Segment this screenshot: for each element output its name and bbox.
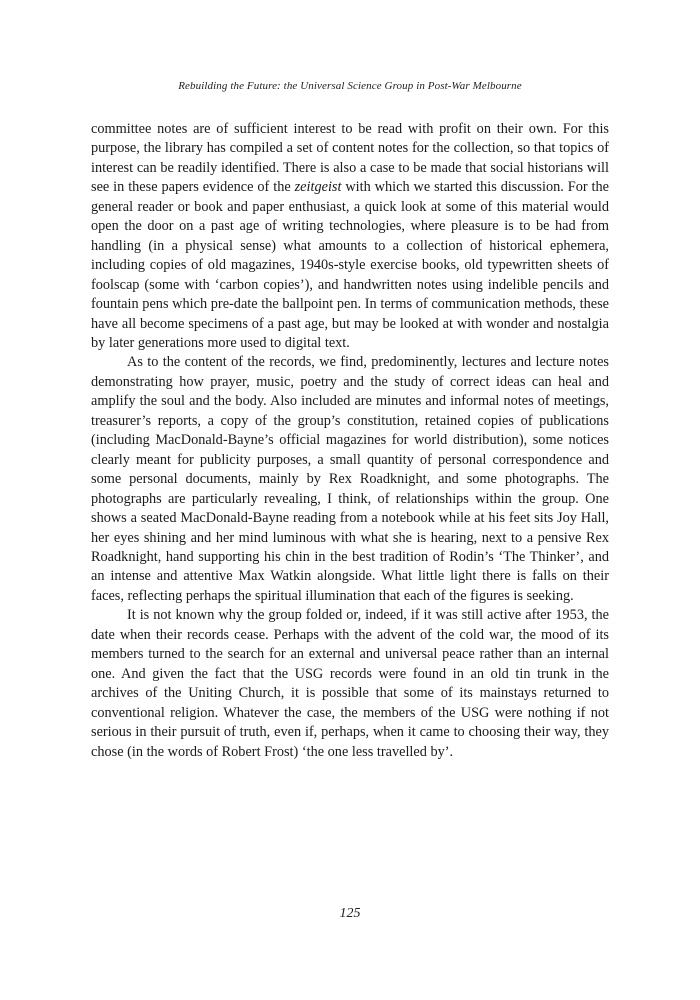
paragraph-1-part-1: committee notes are of sufficient interest to be read with profit on their own. For this purpose, the library has compiled a set of content notes for the collection, so that topics of interest can be readily identified. There is also a case to be made that social historians will see in these papers evidence of the [91,121,609,196]
running-head: Rebuilding the Future: the Universal Science Group in Post-War Melbourne [178,80,522,92]
zeitgeist-emphasis: zeitgeist [294,179,342,196]
paragraph-1 [91,120,609,353]
body-text [91,120,609,762]
paragraph-2: As to the content of the records, we find, predominently, lectures and lecture notes demonstrating how prayer, music, poetry and the study of correct ideas can heal and amplify the soul and the body. Also included are minutes and informal notes of meetings, treasurer’s reports, a copy of the group’s constitution, retained copies of publications (including MacDonald-Bayne’s official magazines for world distribution), some notices clearly meant for publicity purposes, a small quantity of personal correspondence and some personal documents, mainly by Rex Roadknight, and some photographs. The photographs are particularly revealing, I think, of relationships within the group. One shows a seated MacDonald-Bayne reading from a notebook while at his feet sits Joy Hall, her eyes shining and her mind luminous with what she is hearing, next to a pensive Rex Roadknight, hand supporting his chin in the best tradition of Rodin’s ‘The Thinker’, and an intense and attentive Max Watkin alongside. What little light there is falls on their faces, reflecting perhaps the spiritual illumination that each of the figures is seeking. [91,354,609,604]
paragraph-3: It is not known why the group folded or, indeed, if it was still active after 1953, the date when their records cease. Perhaps with the advent of the cold war, the mood of its members turned to the search for an external and universal peace rather than an internal one. And given the fact that the USG records were found in an old tin trunk in the archives of the Uniting Church, it is possible that some of its mainstays returned to conventional religion. Whatever the case, the members of the USG were nothing if not serious in their pursuit of truth, even if, perhaps, when it came to choosing their way, they chose (in the words of Robert Frost) ‘the one less travelled by’. [91,607,609,760]
page-number: 125 [339,906,361,921]
paragraph-1-part-2: with which we started this discussion. For the general reader or book and paper enthusiast, a quick look at some of this material would open the door on a past age of writing technologies, where pleasure is to be had from handling (in a physical sense) what amounts to a collection of historical ephemera, including copies of old magazines, 1940s-style exercise books, old typewritten sheets of foolscap (some with ‘carbon copies’), and handwritten notes using indelible pencils and fountain pens which pre-date the ballpoint pen. In terms of communication methods, these have all become specimens of a past age, but may be looked at with wonder and nostalgia by later generations more used to digital text. [91,179,609,351]
